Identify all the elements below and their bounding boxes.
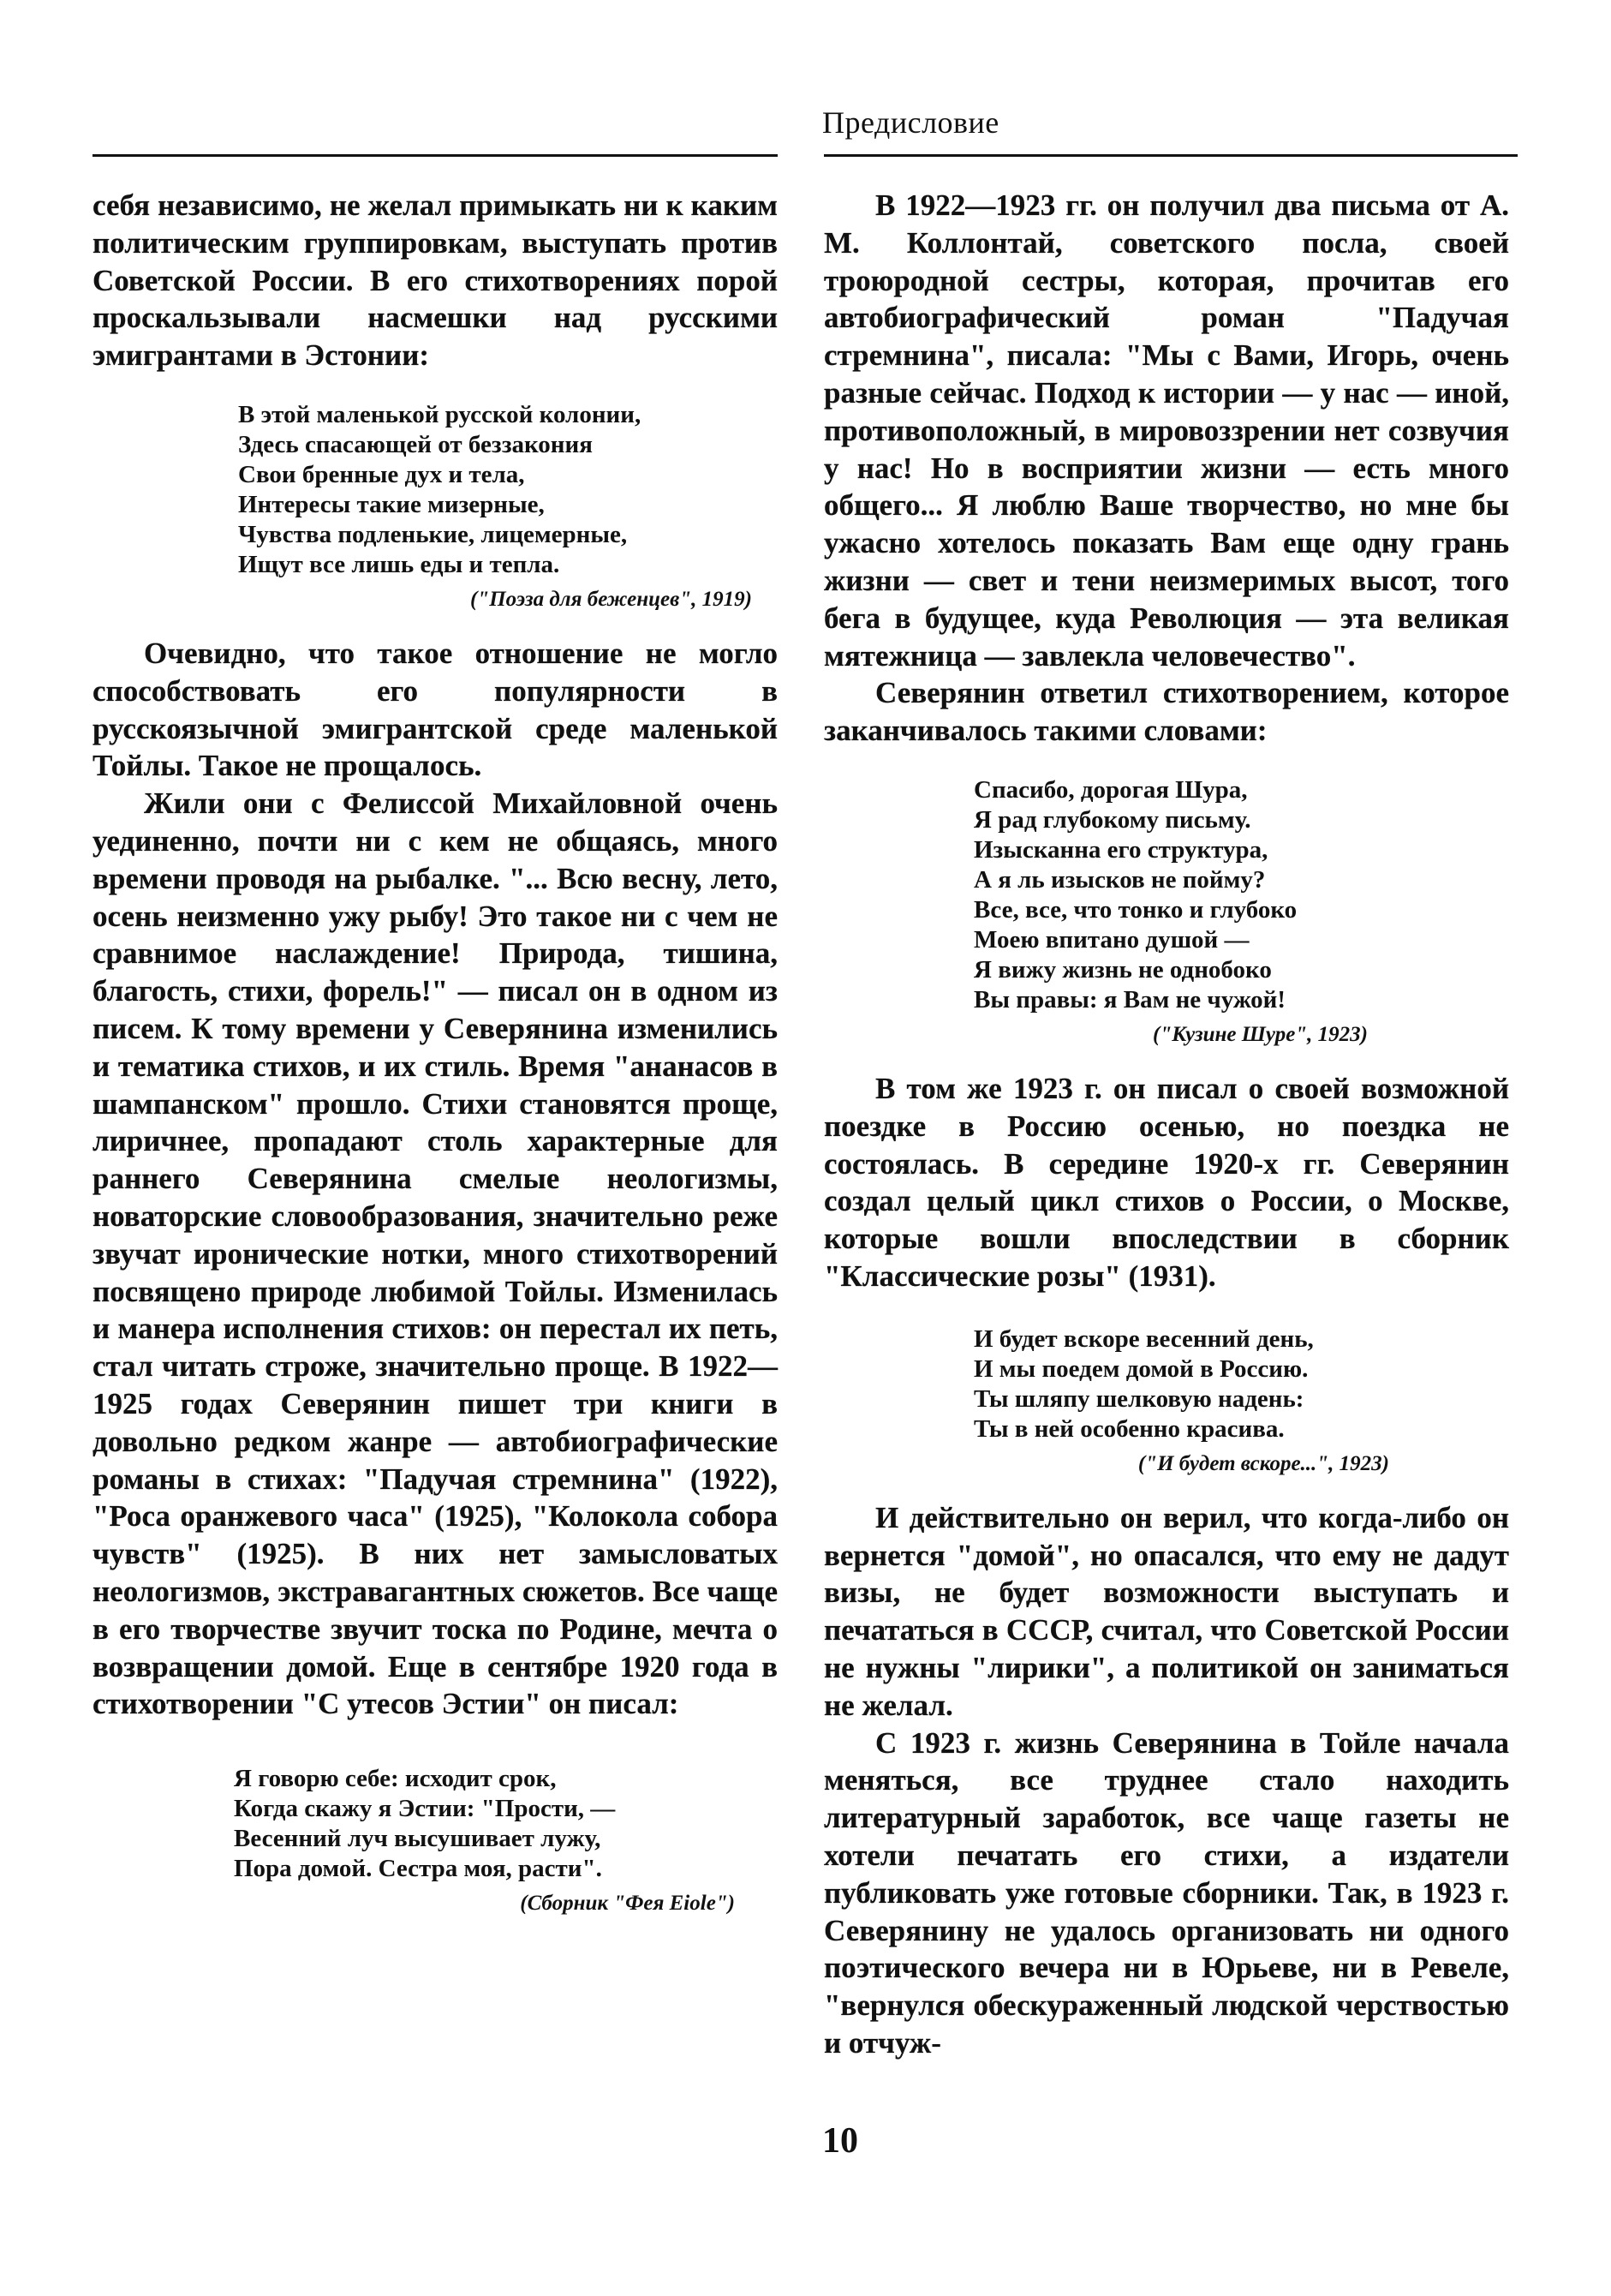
paragraph: И действительно он верил, что когда-либо он вернется "домой", но опасался, что ему не дадут визы, не будет возможности выступать и печататься в СССР, считал, что Советской России не нужны "лирики", а политикой он заниматься не желал.	[824, 1500, 1509, 1722]
poem-line: Весенний луч высушивает лужу,	[234, 1825, 601, 1853]
poem-citation: ("Поэза для беженцев", 1919)	[469, 587, 752, 611]
poem-line: Я говорю себе: исходит срок,	[234, 1765, 557, 1793]
poem-line: В этой маленькой русской колонии,	[238, 400, 641, 428]
poem-block	[974, 1324, 1509, 1444]
poem-citation: ("И будет вскоре...", 1923)	[1137, 1451, 1389, 1475]
poem-line: Вы правы: я Вам не чужой!	[974, 985, 1286, 1013]
poem-line: Здесь спасающей от беззакония	[238, 430, 593, 458]
paragraph: В 1922—1923 гг. он получил два письма от А. М. Коллонтай, советского посла, своей троюродной сестры, которая, прочитав его автобиографический роман "Падучая стремнина", писала: "Мы с Вами, Игорь, очень разные сейчас. Подход к истории — у нас — иной, противоположный, в мировоззрении нет созвучия у нас! Но в восприятии жизни — есть много общего... Я люблю Ваше творчество, но мне бы ужасно хотелось показать Вам еще одну грань жизни — свет и тени неизмеримых высот, того бега в будущее, куда Революция — эта великая мятежница — завлекла человечество".	[824, 188, 1509, 673]
poem-line: Чувства подленькие, лицемерные,	[238, 520, 628, 548]
poem-line: Я вижу жизнь не однобоко	[974, 955, 1272, 984]
poem-line: И будет вскоре весенний день,	[974, 1324, 1314, 1353]
paragraph: Жили они с Фелиссой Михайловной очень уединенно, почти ни с кем не общаясь, много времени проводя на рыбалке. "... Всю весну, лето, осень неизменно ужу рыбу! Это такое ни с чем не сравнимое наслаждение! Природа, тишина, благость, стихи, форель!" — писал он в одном из писем. К тому времени у Северянина изменились и тематика стихов, и их стиль. Время "ананасов в шампанском" прошло. Стихи становятся проще, лиричнее, пропадают столь характерные для раннего Северянина смелые неологизмы, новаторские словообразования, значительно реже звучат иронические нотки, много стихотворений посвящено природе любимой Тойлы. Изменилась и манера исполнения стихов: он перестал их петь, стал читать строже, значительно проще. В 1922—1925 годах Северянин пишет три книги в довольно редком жанре — автобиографические романы в стихах: "Падучая стремнина" (1922), "Роса оранжевого часа" (1925), "Колокола собора чувств" (1925). В них нет замысловатых неологизмов, экстравагантных сюжетов. Все чаще в его творчестве звучит тоска по Родине, мечта о возвращении домой. Еще в сентябре 1920 года в стихотворении "С утесов Эстии" он писал:	[92, 786, 778, 1721]
right-column	[824, 187, 1509, 2062]
poem-line: Интересы такие мизерные,	[238, 490, 545, 518]
poem-citation: (Сборник "Фея Eiole")	[520, 1892, 735, 1916]
header-rule-left	[92, 154, 778, 157]
poem-line: Пора домой. Сестра моя, расти".	[234, 1855, 602, 1883]
poem-line: И мы поедем домой в Россию.	[974, 1354, 1309, 1383]
poem-line: Ты шляпу шелковую надень:	[974, 1384, 1304, 1413]
poem-block	[234, 1764, 778, 1884]
poem-line: Все, все, что тонко и глубоко	[974, 895, 1298, 924]
poem-line: Изысканна его структура,	[974, 835, 1268, 864]
poem-line: Свои бренные дух и тела,	[238, 460, 525, 488]
left-column	[92, 187, 778, 1939]
poem-line: Ты в ней особенно красива.	[974, 1414, 1285, 1443]
poem-line: Ищут все лишь еды и тепла.	[238, 550, 560, 578]
paragraph: В том же 1923 г. он писал о своей возможной поездке в Россию осенью, но поездка не состоялась. В середине 1920-х гг. Северянин создал целый цикл стихов о России, о Москве, которые вошли впоследствии в сборник "Классические розы" (1931).	[824, 1071, 1509, 1293]
paragraph: С 1923 г. жизнь Северянина в Тойле начала меняться, все труднее стало находить литературный заработок, все чаще газеты не хотели печатать его стихи, а издатели публиковать уже готовые сборники. Так, в 1923 г. Северянину не удалось организовать ни одного поэтического вечера ни в Юрьеве, ни в Ревеле, "вернулся обескураженный людской черствостью и отчуж-	[824, 1725, 1509, 2060]
poem-line: А я ль изысков не пойму?	[974, 865, 1266, 894]
poem-citation: ("Кузине Шуре", 1923)	[1153, 1022, 1368, 1046]
poem-line: Моею впитано душой —	[974, 925, 1250, 954]
paragraph: Очевидно, что такое отношение не могло способствовать его популярности в русскоязычной эмигрантской среде маленькой Тойлы. Такое не прощалось.	[92, 636, 778, 783]
header-rule-right	[824, 154, 1518, 157]
poem-line: Когда скажу я Эстии: "Прости, —	[234, 1795, 616, 1823]
poem-line: Спасибо, дорогая Шура,	[974, 775, 1248, 804]
poem-line: Я рад глубокому письму.	[974, 805, 1251, 834]
poem-block	[238, 400, 778, 580]
paragraph: Северянин ответил стихотворением, которое заканчивалось такими словами:	[824, 676, 1509, 748]
paragraph: себя независимо, не желал примыкать ни к каким политическим группировкам, выступать против Советской России. В его стихотворениях порой проскальзывали насмешки над русскими эмигрантами в Эстонии:	[92, 188, 778, 373]
page-number: 10	[822, 2121, 858, 2161]
poem-block	[974, 775, 1509, 1015]
running-header: Предисловие	[822, 105, 999, 140]
